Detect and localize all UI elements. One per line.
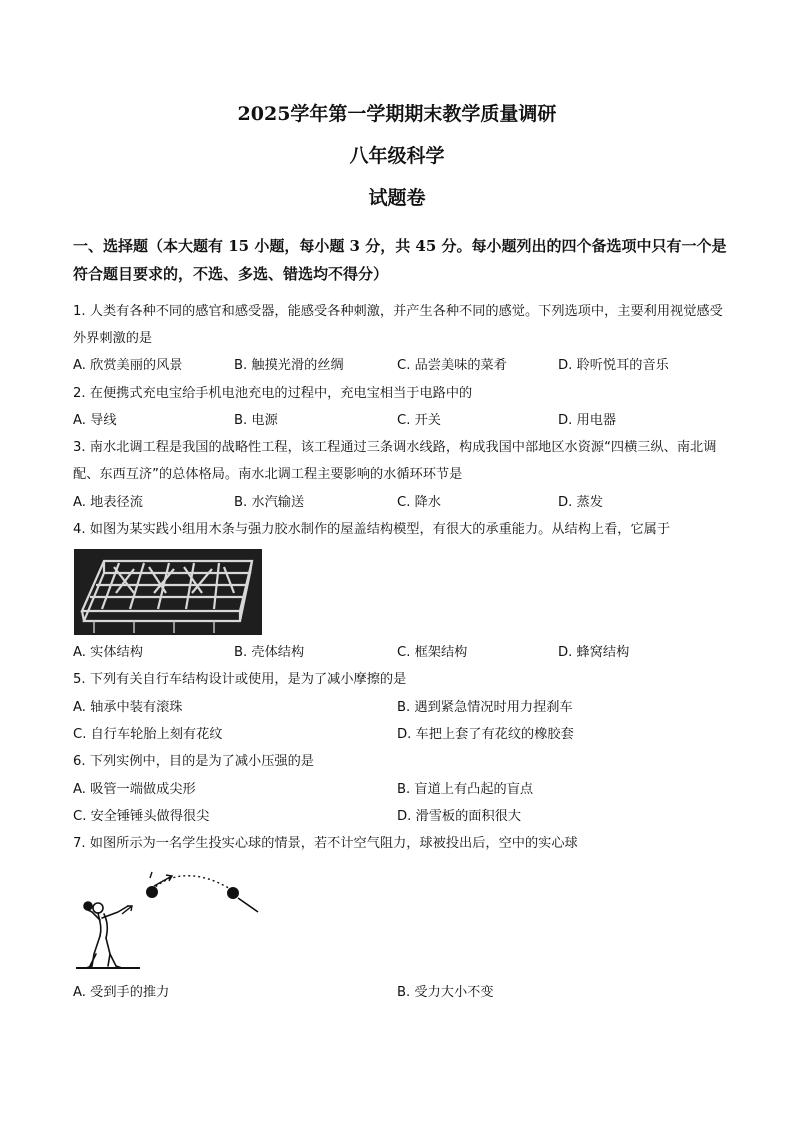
shot-put-throw-figure (70, 862, 270, 974)
exam-paper-label: 试题卷 (368, 187, 426, 209)
q5-option-d: D. 车把上套了有花纹的橡胶套 (397, 727, 574, 742)
q6-option-a: A. 吸管一端做成尖形 (73, 782, 196, 797)
q3-option-b: B. 水汽输送 (234, 495, 305, 510)
q5-option-c: C. 自行车轮胎上刻有花纹 (73, 727, 223, 742)
q4-option-a: A. 实体结构 (73, 645, 143, 660)
section-heading: 一、选择题（本大题有 15 小题，每小题 3 分，共 45 分。每小题列出的四个备选项中只有一个是符合题目要求的，不选、多选、错选均不得分） (73, 237, 727, 283)
q1-option-b: B. 触摸光滑的丝绸 (234, 358, 344, 373)
question-3-stem: 3. 南水北调工程是我国的战略性工程，该工程通过三条调水线路，构成我国中部地区水资源“四横三纵、南北调配、东西互济”的总体格局。南水北调工程主要影响的水循环环节是 (73, 440, 717, 482)
question-2-stem: 2. 在便携式充电宝给手机电池充电的过程中，充电宝相当于电路中的 (73, 386, 473, 401)
q5-option-b: B. 遇到紧急情况时用力捏刹车 (397, 700, 573, 715)
q6-option-d: D. 滑雪板的面积很大 (397, 809, 522, 824)
q2-option-d: D. 用电器 (558, 413, 617, 428)
q4-option-b: B. 壳体结构 (234, 645, 305, 660)
roof-structure-model-figure (74, 549, 262, 635)
q2-option-c: C. 开关 (397, 413, 441, 428)
q7-option-b: B. 受力大小不变 (397, 985, 494, 1000)
q4-option-d: D. 蜂窝结构 (558, 645, 630, 660)
q1-option-d: D. 聆听悦耳的音乐 (558, 358, 669, 373)
q4-option-c: C. 框架结构 (397, 645, 468, 660)
question-5-stem: 5. 下列有关自行车结构设计或使用，是为了减小摩擦的是 (73, 672, 407, 687)
q2-option-b: B. 电源 (234, 413, 278, 428)
question-1-stem: 1. 人类有各种不同的感官和感受器，能感受各种刺激，并产生各种不同的感觉。下列选项中，主要利用视觉感受外界刺激的是 (73, 304, 723, 346)
q6-option-b: B. 盲道上有凸起的盲点 (397, 782, 534, 797)
q3-option-a: A. 地表径流 (73, 495, 143, 510)
question-4-stem: 4. 如图为某实践小组用木条与强力胶水制作的屋盖结构模型，有很大的承重能力。从结构上看，它属于 (73, 522, 671, 537)
exam-title: 2025学年第一学期期末教学质量调研 (237, 103, 557, 125)
q6-option-c: C. 安全锤锤头做得很尖 (73, 809, 210, 824)
q1-option-c: C. 品尝美味的菜肴 (397, 358, 507, 373)
q7-option-a: A. 受到手的推力 (73, 985, 170, 1000)
q3-option-d: D. 蒸发 (558, 495, 603, 510)
exam-subject: 八年级科学 (349, 145, 445, 167)
q2-option-a: A. 导线 (73, 413, 117, 428)
question-6-stem: 6. 下列实例中，目的是为了减小压强的是 (73, 754, 314, 769)
q3-option-c: C. 降水 (397, 495, 441, 510)
question-7-stem: 7. 如图所示为一名学生投实心球的情景，若不计空气阻力，球被投出后，空中的实心球 (73, 836, 578, 851)
q1-option-a: A. 欣赏美丽的风景 (73, 358, 183, 373)
q5-option-a: A. 轴承中装有滚珠 (73, 700, 183, 715)
